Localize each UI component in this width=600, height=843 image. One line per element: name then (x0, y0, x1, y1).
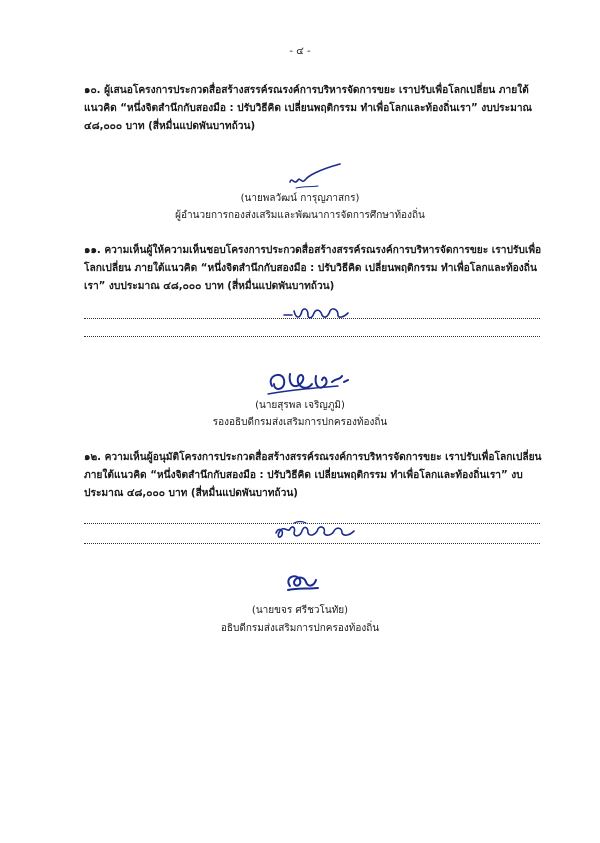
item-12-signer-title: อธิบดีกรมส่งเสริมการปกครองท้องถิ่น (220, 623, 380, 634)
item-12-text: ๑๒. ความเห็นผู้อนุมัติโครงการประกวดสื่อสร้างสรรค์รณรงค์การบริหารจัดการขยะ เราปรับเพื่อโลกเปลี่ยน ภายใต้แนวคิด “หนึ่งจิตสำนึกกับสองมือ : ปรับวิธีคิด เปลี่ยนพฤติกรรม ทำเพื่อโลกและท้องถิ่นเรา” งบประมาณ ๔๘,๐๐๐ บาท (สี่หมื่นแปดพันบาทถ้วน) (84, 452, 542, 499)
item-11-signer-title: รองอธิบดีกรมส่งเสริมการปกครองท้องถิ่น (212, 417, 388, 428)
item-12-comment-line-2 (84, 543, 540, 544)
item-10-text: ๑๐. ผู้เสนอโครงการประกวดสื่อสร้างสรรค์รณรงค์การบริหารจัดการขยะ เราปรับเพื่อโลกเปลี่ยน ภายใต้แนวคิด “หนึ่งจิตสำนึกกับสองมือ : ปรับวิธีคิด เปลี่ยนพฤติกรรม ทำเพื่อโลกและท้องถิ่นเรา” งบประมาณ ๔๘,๐๐๐ บาท (สี่หมื่นแปดพันบาทถ้วน) (84, 85, 533, 132)
handwritten-approval-item-11 (282, 303, 352, 325)
signature-item-12 (282, 568, 322, 594)
item-10-signer-name: (นายพลวัฒน์ การุญภาสกร) (240, 193, 360, 204)
signature-item-11 (262, 362, 354, 398)
item-11-comment-line-2 (84, 336, 540, 337)
item-12-signer-name: (นายขจร ศรีชวโนทัย) (251, 605, 349, 616)
item-10-signer-title: ผู้อำนวยการกองส่งเสริมและพัฒนาการจัดการศึกษาท้องถิ่น (175, 210, 425, 221)
handwritten-approval-item-12 (272, 519, 358, 543)
page-number: - ๔ - (289, 46, 311, 57)
item-11-signer-name: (นายสุรพล เจริญภูมิ) (255, 400, 345, 411)
item-11-text: ๑๑. ความเห็นผู้ให้ความเห็นชอบโครงการประกวดสื่อสร้างสรรค์รณรงค์การบริหารจัดการขยะ เราปรับเพื่อโลกเปลี่ยน ภายใต้แนวคิด “หนึ่งจิตสำนึกกับสองมือ : ปรับวิธีคิด เปลี่ยนพฤติกรรม ทำเพื่อโลกและท้องถิ่นเรา” งบประมาณ ๔๘,๐๐๐ บาท (สี่หมื่นแปดพันบาทถ้วน) (84, 245, 542, 292)
